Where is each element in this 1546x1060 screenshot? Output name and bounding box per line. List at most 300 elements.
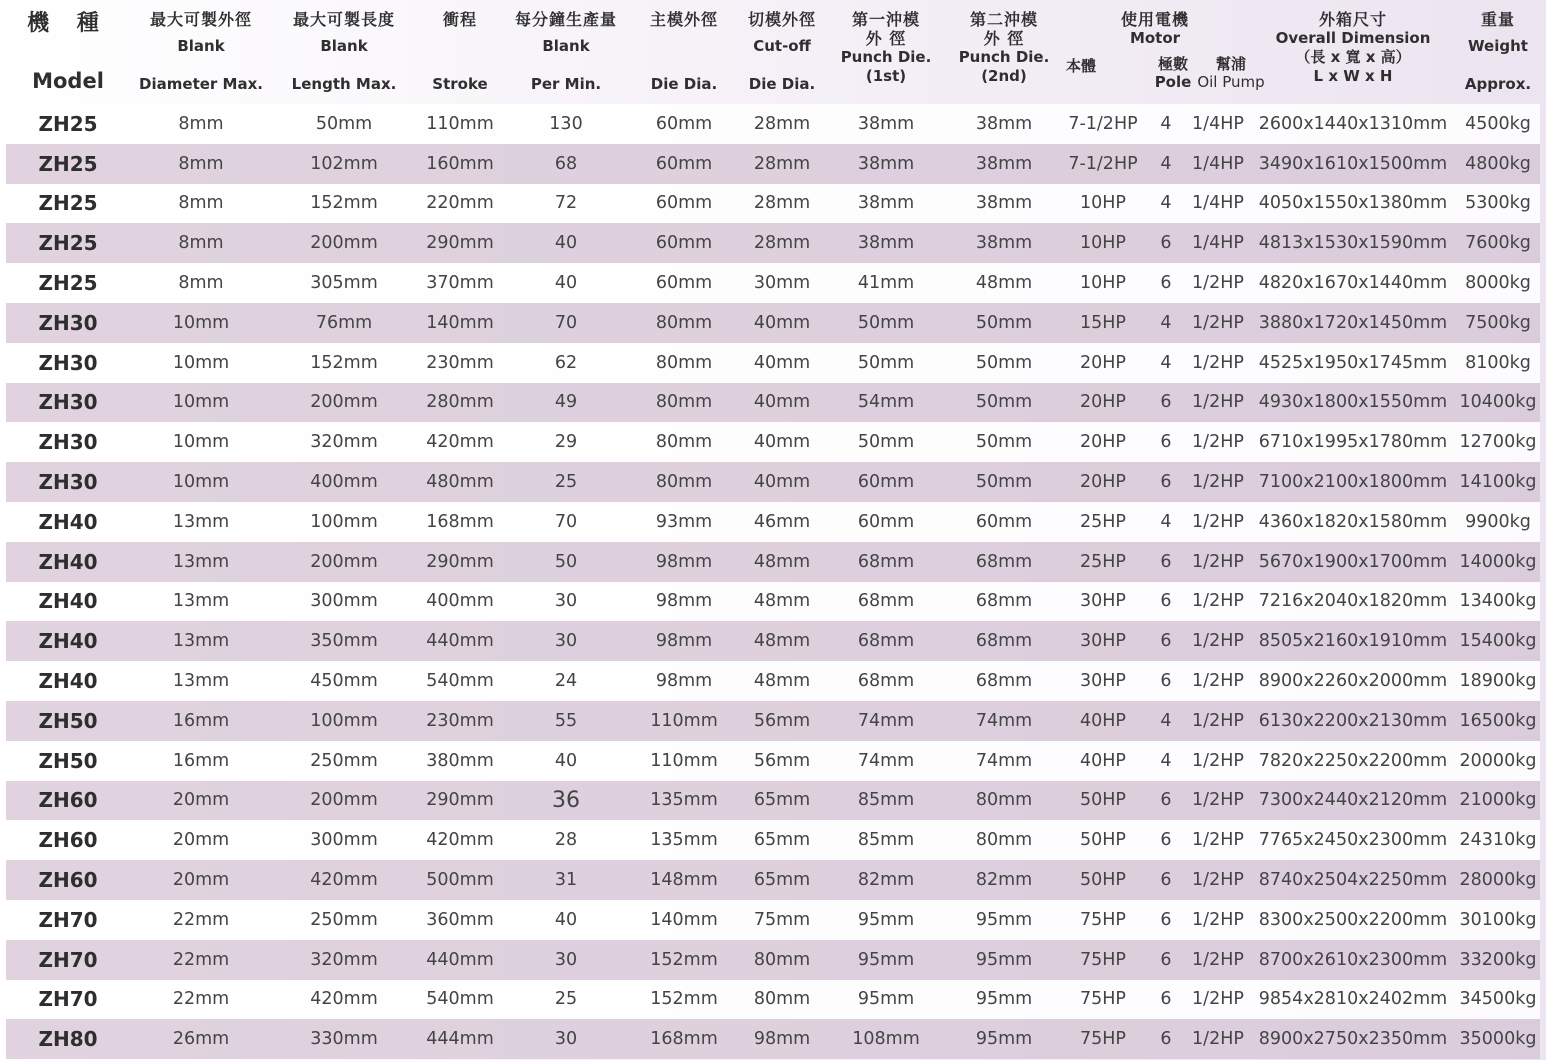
cell-weight: 14000kg (1456, 542, 1540, 582)
cell-per-min: 40 (504, 900, 628, 940)
cell-motor-pole: 6 (1146, 940, 1186, 980)
cell-cutoff-die: 48mm (740, 621, 824, 661)
cell-blank-length: 200mm (272, 542, 416, 582)
cell-model: ZH30 (6, 462, 130, 502)
cell-punch-2nd: 68mm (948, 621, 1060, 661)
cell-blank-diameter: 20mm (130, 860, 272, 900)
cell-per-min: 28 (504, 820, 628, 860)
cell-punch-1st: 68mm (824, 582, 948, 622)
cell-dimension: 8900x2260x2000mm (1250, 661, 1456, 701)
cell-model: ZH40 (6, 502, 130, 542)
cell-motor-pole: 6 (1146, 900, 1186, 940)
cell-model: ZH25 (6, 144, 130, 184)
cell-motor-pole: 6 (1146, 263, 1186, 303)
cell-punch-1st: 38mm (824, 184, 948, 224)
cell-weight: 21000kg (1456, 781, 1540, 821)
header-blank-length: 最大可製長度 Blank Length Max. (291, 10, 397, 93)
cell-motor-body: 75HP (1060, 940, 1146, 980)
table-row (6, 820, 1540, 860)
cell-per-min: 40 (504, 741, 628, 781)
cell-dimension: 8300x2500x2200mm (1250, 900, 1456, 940)
cell-model: ZH30 (6, 343, 130, 383)
cell-oil-pump: 1/2HP (1186, 741, 1250, 781)
cell-dimension: 7820x2250x2200mm (1250, 741, 1456, 781)
cell-die-dia: 98mm (628, 661, 740, 701)
cell-punch-2nd: 95mm (948, 980, 1060, 1020)
cell-motor-pole: 6 (1146, 1019, 1186, 1059)
cell-die-dia: 80mm (628, 462, 740, 502)
cell-stroke: 280mm (416, 383, 504, 423)
cell-dimension: 9854x2810x2402mm (1250, 980, 1456, 1020)
cell-model: ZH80 (6, 1019, 130, 1059)
cell-die-dia: 80mm (628, 343, 740, 383)
table-row (6, 343, 1540, 383)
table-row (6, 303, 1540, 343)
cell-oil-pump: 1/2HP (1186, 502, 1250, 542)
table-row (6, 223, 1540, 263)
cell-dimension: 7100x2100x1800mm (1250, 462, 1456, 502)
table-row (6, 462, 1540, 502)
cell-weight: 14100kg (1456, 462, 1540, 502)
cell-die-dia: 60mm (628, 104, 740, 144)
cell-weight: 4500kg (1456, 104, 1540, 144)
cell-oil-pump: 1/2HP (1186, 343, 1250, 383)
cell-die-dia: 148mm (628, 860, 740, 900)
header-die-dia: 主模外徑 Die Dia. (649, 10, 718, 93)
cell-weight: 30100kg (1456, 900, 1540, 940)
cell-per-min: 29 (504, 422, 628, 462)
cell-blank-diameter: 20mm (130, 781, 272, 821)
cell-blank-diameter: 16mm (130, 701, 272, 741)
cell-motor-body: 7-1/2HP (1060, 104, 1146, 144)
cell-motor-body: 20HP (1060, 383, 1146, 423)
cell-cutoff-die: 80mm (740, 980, 824, 1020)
cell-model: ZH25 (6, 263, 130, 303)
cell-punch-1st: 38mm (824, 104, 948, 144)
cell-oil-pump: 1/4HP (1186, 144, 1250, 184)
cell-oil-pump: 1/4HP (1186, 104, 1250, 144)
cell-dimension: 3490x1610x1500mm (1250, 144, 1456, 184)
cell-motor-pole: 4 (1146, 701, 1186, 741)
cell-punch-1st: 85mm (824, 781, 948, 821)
cell-model: ZH25 (6, 104, 130, 144)
cell-blank-diameter: 26mm (130, 1019, 272, 1059)
cell-weight: 18900kg (1456, 661, 1540, 701)
cell-die-dia: 110mm (628, 701, 740, 741)
cell-punch-1st: 68mm (824, 621, 948, 661)
cell-punch-2nd: 68mm (948, 661, 1060, 701)
cell-per-min: 30 (504, 621, 628, 661)
cell-weight: 9900kg (1456, 502, 1540, 542)
cell-motor-body: 75HP (1060, 1019, 1146, 1059)
cell-punch-1st: 74mm (824, 701, 948, 741)
cell-per-min: 25 (504, 462, 628, 502)
cell-cutoff-die: 48mm (740, 661, 824, 701)
cell-motor-body: 20HP (1060, 462, 1146, 502)
cell-blank-diameter: 10mm (130, 462, 272, 502)
cell-cutoff-die: 75mm (740, 900, 824, 940)
cell-cutoff-die: 40mm (740, 422, 824, 462)
cell-blank-length: 420mm (272, 980, 416, 1020)
cell-punch-1st: 95mm (824, 980, 948, 1020)
cell-blank-length: 400mm (272, 462, 416, 502)
cell-stroke: 440mm (416, 621, 504, 661)
cell-weight: 28000kg (1456, 860, 1540, 900)
cell-dimension: 4360x1820x1580mm (1250, 502, 1456, 542)
cell-motor-body: 50HP (1060, 820, 1146, 860)
header-model: 機 種 Model (27, 11, 109, 93)
table-row (6, 741, 1540, 781)
cell-blank-diameter: 8mm (130, 104, 272, 144)
cell-stroke: 380mm (416, 741, 504, 781)
cell-punch-2nd: 95mm (948, 940, 1060, 980)
cell-dimension: 4820x1670x1440mm (1250, 263, 1456, 303)
cell-dimension: 3880x1720x1450mm (1250, 303, 1456, 343)
cell-cutoff-die: 48mm (740, 582, 824, 622)
cell-blank-diameter: 10mm (130, 383, 272, 423)
cell-oil-pump: 1/2HP (1186, 621, 1250, 661)
cell-motor-body: 7-1/2HP (1060, 144, 1146, 184)
cell-oil-pump: 1/2HP (1186, 860, 1250, 900)
cell-stroke: 440mm (416, 940, 504, 980)
cell-cutoff-die: 65mm (740, 820, 824, 860)
cell-punch-1st: 108mm (824, 1019, 948, 1059)
cell-punch-1st: 60mm (824, 462, 948, 502)
cell-punch-2nd: 68mm (948, 582, 1060, 622)
table-row (6, 144, 1540, 184)
cell-stroke: 160mm (416, 144, 504, 184)
cell-stroke: 400mm (416, 582, 504, 622)
cell-model: ZH30 (6, 303, 130, 343)
cell-stroke: 140mm (416, 303, 504, 343)
header-punch-2nd: 第二沖模 外 徑 Punch Die. (2nd) (958, 10, 1050, 85)
cell-punch-2nd: 38mm (948, 144, 1060, 184)
table-row (6, 661, 1540, 701)
cell-punch-1st: 60mm (824, 502, 948, 542)
cell-motor-body: 75HP (1060, 900, 1146, 940)
cell-die-dia: 93mm (628, 502, 740, 542)
cell-weight: 34500kg (1456, 980, 1540, 1020)
cell-per-min: 36 (504, 781, 628, 821)
cell-punch-1st: 50mm (824, 303, 948, 343)
cell-blank-length: 330mm (272, 1019, 416, 1059)
cell-oil-pump: 1/2HP (1186, 900, 1250, 940)
cell-punch-1st: 41mm (824, 263, 948, 303)
cell-motor-pole: 6 (1146, 781, 1186, 821)
cell-per-min: 49 (504, 383, 628, 423)
cell-blank-diameter: 10mm (130, 343, 272, 383)
cell-dimension: 4930x1800x1550mm (1250, 383, 1456, 423)
cell-blank-diameter: 8mm (130, 184, 272, 224)
cell-blank-length: 50mm (272, 104, 416, 144)
table-row (6, 422, 1540, 462)
cell-punch-2nd: 74mm (948, 701, 1060, 741)
cell-punch-1st: 50mm (824, 422, 948, 462)
cell-motor-pole: 6 (1146, 661, 1186, 701)
table-row (6, 621, 1540, 661)
header-motor-pole: 極數 Pole (1154, 55, 1192, 91)
cell-per-min: 68 (504, 144, 628, 184)
cell-dimension: 8740x2504x2250mm (1250, 860, 1456, 900)
cell-blank-diameter: 16mm (130, 741, 272, 781)
cell-blank-length: 250mm (272, 741, 416, 781)
cell-per-min: 62 (504, 343, 628, 383)
cell-motor-body: 20HP (1060, 422, 1146, 462)
cell-cutoff-die: 40mm (740, 303, 824, 343)
cell-die-dia: 80mm (628, 422, 740, 462)
cell-cutoff-die: 65mm (740, 781, 824, 821)
cell-per-min: 70 (504, 502, 628, 542)
table-row (6, 542, 1540, 582)
cell-motor-pole: 6 (1146, 582, 1186, 622)
cell-punch-2nd: 50mm (948, 383, 1060, 423)
cell-motor-pole: 6 (1146, 860, 1186, 900)
header-motor: 使用電機 Motor 本體 極數 Pole 幫浦 Oil Pump (1066, 10, 1265, 91)
cell-model: ZH25 (6, 223, 130, 263)
cell-blank-diameter: 13mm (130, 582, 272, 622)
cell-model: ZH40 (6, 621, 130, 661)
cell-per-min: 30 (504, 940, 628, 980)
cell-cutoff-die: 40mm (740, 383, 824, 423)
cell-stroke: 290mm (416, 781, 504, 821)
cell-per-min: 25 (504, 980, 628, 1020)
cell-stroke: 290mm (416, 223, 504, 263)
cell-dimension: 8700x2610x2300mm (1250, 940, 1456, 980)
cell-motor-body: 50HP (1060, 781, 1146, 821)
cell-punch-1st: 85mm (824, 820, 948, 860)
cell-die-dia: 135mm (628, 820, 740, 860)
cell-motor-pole: 6 (1146, 383, 1186, 423)
cell-model: ZH40 (6, 542, 130, 582)
cell-per-min: 30 (504, 1019, 628, 1059)
cell-weight: 13400kg (1456, 582, 1540, 622)
cell-dimension: 2600x1440x1310mm (1250, 104, 1456, 144)
table-row (6, 263, 1540, 303)
cell-oil-pump: 1/2HP (1186, 701, 1250, 741)
cell-stroke: 290mm (416, 542, 504, 582)
cell-cutoff-die: 56mm (740, 701, 824, 741)
cell-punch-2nd: 50mm (948, 422, 1060, 462)
cell-dimension: 4050x1550x1380mm (1250, 184, 1456, 224)
cell-dimension: 7765x2450x2300mm (1250, 820, 1456, 860)
cell-blank-diameter: 13mm (130, 661, 272, 701)
cell-motor-body: 25HP (1060, 502, 1146, 542)
cell-dimension: 7300x2440x2120mm (1250, 781, 1456, 821)
cell-cutoff-die: 28mm (740, 144, 824, 184)
cell-die-dia: 110mm (628, 741, 740, 781)
cell-cutoff-die: 98mm (740, 1019, 824, 1059)
cell-model: ZH70 (6, 940, 130, 980)
cell-oil-pump: 1/2HP (1186, 303, 1250, 343)
table-row (6, 980, 1540, 1020)
header-stroke: 衝程 Stroke (432, 10, 488, 93)
cell-model: ZH40 (6, 582, 130, 622)
cell-cutoff-die: 46mm (740, 502, 824, 542)
cell-blank-length: 100mm (272, 502, 416, 542)
cell-punch-1st: 50mm (824, 343, 948, 383)
cell-model: ZH50 (6, 741, 130, 781)
cell-stroke: 168mm (416, 502, 504, 542)
cell-die-dia: 60mm (628, 223, 740, 263)
cell-blank-length: 102mm (272, 144, 416, 184)
cell-cutoff-die: 48mm (740, 542, 824, 582)
cell-oil-pump: 1/2HP (1186, 661, 1250, 701)
cell-motor-pole: 4 (1146, 343, 1186, 383)
cell-blank-diameter: 22mm (130, 940, 272, 980)
cell-punch-2nd: 50mm (948, 462, 1060, 502)
cell-weight: 16500kg (1456, 701, 1540, 741)
cell-blank-length: 200mm (272, 383, 416, 423)
cell-die-dia: 140mm (628, 900, 740, 940)
cell-punch-1st: 95mm (824, 940, 948, 980)
cell-motor-pole: 4 (1146, 303, 1186, 343)
cell-blank-diameter: 20mm (130, 820, 272, 860)
cell-motor-pole: 6 (1146, 422, 1186, 462)
cell-weight: 20000kg (1456, 741, 1540, 781)
cell-blank-diameter: 8mm (130, 144, 272, 184)
cell-dimension: 8505x2160x1910mm (1250, 621, 1456, 661)
cell-model: ZH30 (6, 422, 130, 462)
cell-per-min: 40 (504, 263, 628, 303)
cell-oil-pump: 1/2HP (1186, 820, 1250, 860)
cell-cutoff-die: 65mm (740, 860, 824, 900)
cell-model: ZH60 (6, 781, 130, 821)
table-row (6, 940, 1540, 980)
cell-dimension: 6130x2200x2130mm (1250, 701, 1456, 741)
cell-model: ZH60 (6, 820, 130, 860)
cell-die-dia: 135mm (628, 781, 740, 821)
cell-die-dia: 98mm (628, 582, 740, 622)
cell-punch-1st: 74mm (824, 741, 948, 781)
cell-motor-pole: 6 (1146, 223, 1186, 263)
cell-punch-2nd: 38mm (948, 104, 1060, 144)
cell-model: ZH30 (6, 383, 130, 423)
cell-blank-diameter: 8mm (130, 223, 272, 263)
cell-blank-length: 320mm (272, 422, 416, 462)
cell-die-dia: 152mm (628, 980, 740, 1020)
cell-cutoff-die: 40mm (740, 343, 824, 383)
cell-motor-body: 10HP (1060, 263, 1146, 303)
cell-motor-body: 30HP (1060, 661, 1146, 701)
cell-dimension: 5670x1900x1700mm (1250, 542, 1456, 582)
cell-stroke: 230mm (416, 701, 504, 741)
cell-stroke: 220mm (416, 184, 504, 224)
cell-blank-length: 152mm (272, 343, 416, 383)
table-row (6, 502, 1540, 542)
table-row (6, 900, 1540, 940)
cell-stroke: 110mm (416, 104, 504, 144)
cell-motor-pole: 6 (1146, 542, 1186, 582)
cell-blank-length: 450mm (272, 661, 416, 701)
cell-motor-pole: 6 (1146, 621, 1186, 661)
cell-blank-length: 300mm (272, 582, 416, 622)
cell-stroke: 370mm (416, 263, 504, 303)
cell-blank-diameter: 13mm (130, 542, 272, 582)
cell-punch-1st: 95mm (824, 900, 948, 940)
cell-blank-diameter: 13mm (130, 502, 272, 542)
cell-weight: 5300kg (1456, 184, 1540, 224)
cell-punch-2nd: 80mm (948, 781, 1060, 821)
cell-motor-pole: 6 (1146, 980, 1186, 1020)
cell-oil-pump: 1/2HP (1186, 980, 1250, 1020)
cell-motor-body: 25HP (1060, 542, 1146, 582)
cell-cutoff-die: 28mm (740, 104, 824, 144)
cell-die-dia: 60mm (628, 263, 740, 303)
cell-weight: 12700kg (1456, 422, 1540, 462)
cell-model: ZH60 (6, 860, 130, 900)
cell-oil-pump: 1/2HP (1186, 383, 1250, 423)
cell-blank-diameter: 8mm (130, 263, 272, 303)
cell-die-dia: 98mm (628, 542, 740, 582)
cell-cutoff-die: 28mm (740, 223, 824, 263)
header-punch-1st: 第一沖模 外 徑 Punch Die. (1st) (840, 10, 932, 85)
cell-stroke: 420mm (416, 422, 504, 462)
cell-die-dia: 98mm (628, 621, 740, 661)
cell-weight: 35000kg (1456, 1019, 1540, 1059)
table-row (6, 860, 1540, 900)
cell-die-dia: 60mm (628, 184, 740, 224)
header-cutoff-die: 切模外徑 Cut-off Die Dia. (747, 10, 816, 93)
cell-punch-1st: 82mm (824, 860, 948, 900)
cell-weight: 33200kg (1456, 940, 1540, 980)
cell-oil-pump: 1/2HP (1186, 781, 1250, 821)
cell-die-dia: 60mm (628, 144, 740, 184)
cell-weight: 10400kg (1456, 383, 1540, 423)
cell-oil-pump: 1/2HP (1186, 940, 1250, 980)
cell-oil-pump: 1/2HP (1186, 462, 1250, 502)
cell-per-min: 40 (504, 223, 628, 263)
cell-motor-pole: 4 (1146, 741, 1186, 781)
cell-die-dia: 168mm (628, 1019, 740, 1059)
table-row (6, 701, 1540, 741)
cell-stroke: 540mm (416, 661, 504, 701)
cell-motor-body: 30HP (1060, 621, 1146, 661)
cell-model: ZH50 (6, 701, 130, 741)
header-blank-diameter: 最大可製外徑 Blank Diameter Max. (139, 10, 263, 93)
cell-weight: 4800kg (1456, 144, 1540, 184)
cell-motor-pole: 4 (1146, 502, 1186, 542)
cell-stroke: 500mm (416, 860, 504, 900)
cell-blank-length: 100mm (272, 701, 416, 741)
cell-punch-2nd: 68mm (948, 542, 1060, 582)
cell-punch-2nd: 50mm (948, 303, 1060, 343)
cell-die-dia: 80mm (628, 383, 740, 423)
spec-table (6, 10, 1540, 1059)
table-body (6, 104, 1540, 1059)
header-weight: 重量 Weight Approx. (1464, 10, 1532, 93)
cell-blank-length: 76mm (272, 303, 416, 343)
cell-punch-1st: 68mm (824, 542, 948, 582)
cell-per-min: 72 (504, 184, 628, 224)
cell-motor-pole: 4 (1146, 184, 1186, 224)
cell-blank-length: 152mm (272, 184, 416, 224)
cell-motor-body: 15HP (1060, 303, 1146, 343)
cell-cutoff-die: 40mm (740, 462, 824, 502)
cell-per-min: 24 (504, 661, 628, 701)
cell-blank-diameter: 10mm (130, 303, 272, 343)
cell-oil-pump: 1/4HP (1186, 184, 1250, 224)
cell-blank-length: 305mm (272, 263, 416, 303)
cell-punch-1st: 38mm (824, 144, 948, 184)
cell-model: ZH25 (6, 184, 130, 224)
cell-oil-pump: 1/2HP (1186, 1019, 1250, 1059)
cell-motor-body: 20HP (1060, 343, 1146, 383)
cell-blank-length: 250mm (272, 900, 416, 940)
cell-dimension: 4813x1530x1590mm (1250, 223, 1456, 263)
cell-stroke: 540mm (416, 980, 504, 1020)
header-motor-body: 本體 (1066, 57, 1097, 75)
cell-blank-length: 350mm (272, 621, 416, 661)
